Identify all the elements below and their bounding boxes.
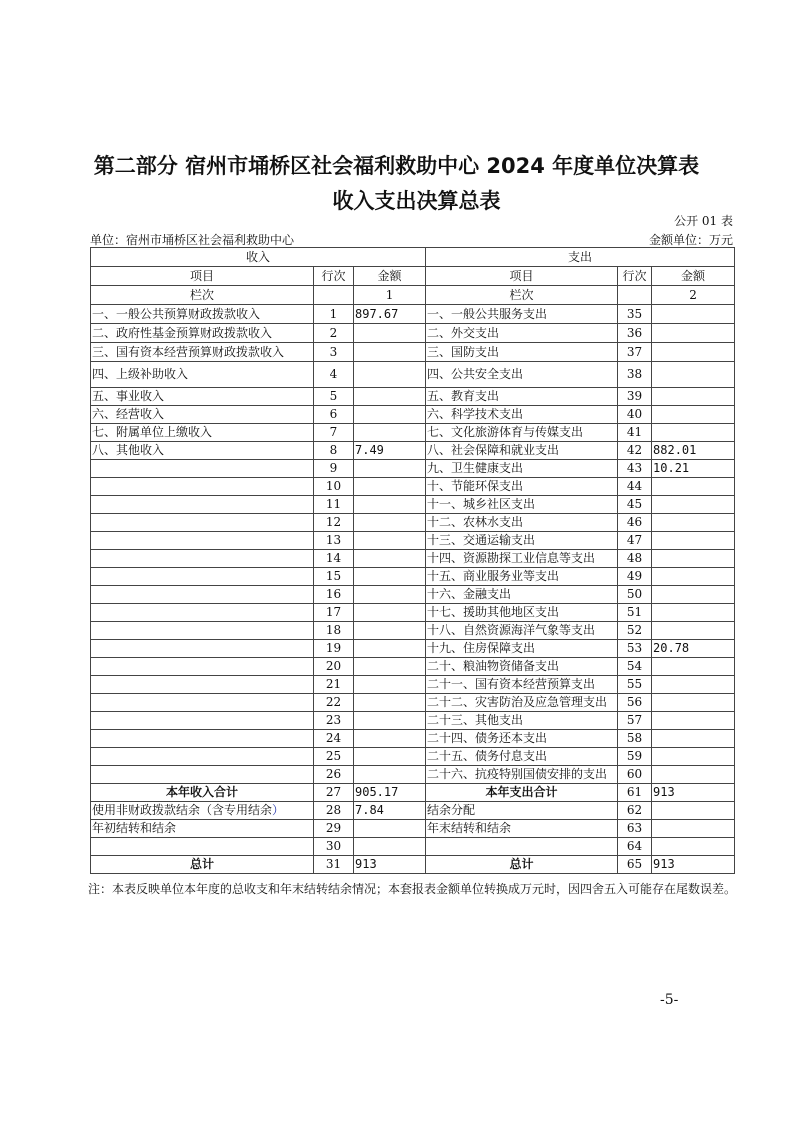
expense-rowno: 45	[618, 496, 652, 514]
income-item	[91, 568, 314, 586]
expense-rowno: 39	[618, 388, 652, 406]
income-rowno: 23	[314, 712, 354, 730]
income-item	[91, 748, 314, 766]
income-item	[91, 550, 314, 568]
income-amount	[354, 640, 426, 658]
table-row	[91, 362, 735, 388]
expense-header: 支出	[426, 248, 735, 267]
income-rowno: 13	[314, 532, 354, 550]
expense-amount	[652, 568, 735, 586]
income-rowno: 14	[314, 550, 354, 568]
expense-item: 十八、自然资源海洋气象等支出	[426, 622, 618, 640]
income-rowno: 7	[314, 424, 354, 442]
income-amount	[354, 324, 426, 343]
income-rowno: 12	[314, 514, 354, 532]
expense-item: 二十一、国有资本经营预算支出	[426, 676, 618, 694]
expense-item: 三、国防支出	[426, 343, 618, 362]
income-rowno: 22	[314, 694, 354, 712]
expense-amount	[652, 694, 735, 712]
expense-item: 二十四、债务还本支出	[426, 730, 618, 748]
income-amount	[354, 568, 426, 586]
expense-rowno: 41	[618, 424, 652, 442]
expense-rowno: 40	[618, 406, 652, 424]
expense-item: 二十二、灾害防治及应急管理支出	[426, 694, 618, 712]
expense-amount: 10.21	[652, 460, 735, 478]
expense-rowno: 63	[618, 820, 652, 838]
income-amount	[354, 604, 426, 622]
expense-item: 结余分配	[426, 802, 618, 820]
income-amount: 7.84	[354, 802, 426, 820]
expense-amount	[652, 748, 735, 766]
income-item	[91, 460, 314, 478]
income-rowno: 4	[314, 362, 354, 388]
income-item	[91, 658, 314, 676]
expense-rowno: 57	[618, 712, 652, 730]
table-row	[91, 478, 735, 496]
income-item	[91, 766, 314, 784]
income-item	[91, 478, 314, 496]
income-rowno: 15	[314, 568, 354, 586]
expense-rowno: 35	[618, 305, 652, 324]
table-row	[91, 343, 735, 362]
income-amount	[354, 496, 426, 514]
expense-rowno: 54	[618, 658, 652, 676]
table-row	[91, 460, 735, 478]
income-item	[91, 496, 314, 514]
expense-amount	[652, 676, 735, 694]
table-row	[91, 820, 735, 838]
income-amount-header: 金额	[354, 267, 426, 286]
expense-item: 十五、商业服务业等支出	[426, 568, 618, 586]
table-row	[91, 550, 735, 568]
expense-rowno: 59	[618, 748, 652, 766]
income-amount	[354, 478, 426, 496]
income-item: 六、经营收入	[91, 406, 314, 424]
expense-item: 六、科学技术支出	[426, 406, 618, 424]
income-rowno: 29	[314, 820, 354, 838]
amount-unit: 金额单位：万元	[648, 233, 733, 247]
expense-amount	[652, 802, 735, 820]
table-row	[91, 730, 735, 748]
income-rowno: 16	[314, 586, 354, 604]
income-item-text: 年初结转和结余	[92, 821, 177, 835]
expense-rowno: 42	[618, 442, 652, 460]
empty-cell	[314, 286, 354, 305]
income-amount	[354, 406, 426, 424]
expense-amount	[652, 604, 735, 622]
expense-item: 四、公共安全支出	[426, 362, 618, 388]
income-item-header: 项目	[91, 267, 314, 286]
income-total-rowno: 27	[314, 784, 354, 802]
expense-rowno: 50	[618, 586, 652, 604]
expense-item	[426, 838, 618, 856]
expense-amount: 20.78	[652, 640, 735, 658]
table-row	[91, 838, 735, 856]
table-row	[91, 802, 735, 820]
income-amount	[354, 550, 426, 568]
income-item: 二、政府性基金预算财政拨款收入	[91, 324, 314, 343]
expense-item: 五、教育支出	[426, 388, 618, 406]
expense-column-label: 栏次	[426, 286, 618, 305]
income-amount	[354, 658, 426, 676]
income-grand-total-label: 总计	[91, 856, 314, 874]
income-header: 收入	[91, 248, 426, 267]
income-item	[91, 532, 314, 550]
expense-item-header: 项目	[426, 267, 618, 286]
income-amount: 7.49	[354, 442, 426, 460]
income-rowno: 25	[314, 748, 354, 766]
expense-grand-total-label: 总计	[426, 856, 618, 874]
income-amount	[354, 514, 426, 532]
income-rowno: 26	[314, 766, 354, 784]
table-row	[91, 568, 735, 586]
income-grand-total-rowno: 31	[314, 856, 354, 874]
income-item: 五、事业收入	[91, 388, 314, 406]
income-rowno: 6	[314, 406, 354, 424]
expense-rowno-header: 行次	[618, 267, 652, 286]
income-rowno: 28	[314, 802, 354, 820]
income-item	[91, 802, 314, 820]
form-number: 公开 01 表	[674, 214, 733, 228]
income-amount	[354, 838, 426, 856]
expense-rowno: 46	[618, 514, 652, 532]
income-rowno: 9	[314, 460, 354, 478]
grand-total-row	[91, 856, 735, 874]
column-header-row	[91, 267, 735, 286]
income-amount	[354, 388, 426, 406]
expense-rowno: 51	[618, 604, 652, 622]
income-item	[91, 514, 314, 532]
income-rowno-header: 行次	[314, 267, 354, 286]
income-rowno: 17	[314, 604, 354, 622]
income-amount: 897.67	[354, 305, 426, 324]
expense-amount	[652, 838, 735, 856]
table-row	[91, 514, 735, 532]
table-row	[91, 622, 735, 640]
expense-rowno: 43	[618, 460, 652, 478]
expense-item: 十、节能环保支出	[426, 478, 618, 496]
expense-item: 年末结转和结余	[426, 820, 618, 838]
income-amount	[354, 766, 426, 784]
expense-amount	[652, 730, 735, 748]
expense-total-label: 本年支出合计	[426, 784, 618, 802]
expense-rowno: 56	[618, 694, 652, 712]
expense-item: 二、外交支出	[426, 324, 618, 343]
expense-rowno: 52	[618, 622, 652, 640]
expense-item: 十二、农林水支出	[426, 514, 618, 532]
table-row	[91, 496, 735, 514]
table-row	[91, 442, 735, 460]
income-item	[91, 604, 314, 622]
income-amount	[354, 460, 426, 478]
income-item: 一、一般公共预算财政拨款收入	[91, 305, 314, 324]
expense-total-rowno: 61	[618, 784, 652, 802]
expense-amount	[652, 305, 735, 324]
income-amount	[354, 586, 426, 604]
table-title: 收入支出决算总表	[332, 189, 501, 213]
income-expense-table	[90, 247, 735, 874]
expense-amount	[652, 514, 735, 532]
expense-amount	[652, 766, 735, 784]
table-row	[91, 324, 735, 343]
income-item	[91, 838, 314, 856]
income-amount	[354, 694, 426, 712]
income-item	[91, 712, 314, 730]
income-amount	[354, 712, 426, 730]
income-amount	[354, 343, 426, 362]
expense-rowno: 36	[618, 324, 652, 343]
income-item-text: 使用非财政拨款结余（含专用结余	[92, 803, 273, 817]
income-item	[91, 676, 314, 694]
income-item: 四、上级补助收入	[91, 362, 314, 388]
expense-amount	[652, 532, 735, 550]
income-amount	[354, 362, 426, 388]
expense-column-index: 2	[652, 286, 735, 305]
income-column-label: 栏次	[91, 286, 314, 305]
expense-amount	[652, 478, 735, 496]
unit-label: 单位：宿州市埇桥区社会福利救助中心	[90, 233, 295, 247]
expense-item: 八、社会保障和就业支出	[426, 442, 618, 460]
footnote: 注：本表反映单位本年度的总收支和年末结转结余情况；本套报表金额单位转换成万元时，因四舍五入可能存在尾数误差。	[88, 882, 737, 896]
income-item: 八、其他收入	[91, 442, 314, 460]
expense-amount	[652, 424, 735, 442]
income-rowno: 21	[314, 676, 354, 694]
income-grand-total-amount: 913	[354, 856, 426, 874]
table-row	[91, 640, 735, 658]
income-item	[91, 820, 314, 838]
table-row	[91, 712, 735, 730]
income-rowno: 20	[314, 658, 354, 676]
income-amount	[354, 748, 426, 766]
expense-amount	[652, 586, 735, 604]
income-rowno: 19	[314, 640, 354, 658]
table-row	[91, 748, 735, 766]
expense-rowno: 47	[618, 532, 652, 550]
expense-rowno: 64	[618, 838, 652, 856]
expense-rowno: 44	[618, 478, 652, 496]
expense-amount	[652, 820, 735, 838]
income-rowno: 18	[314, 622, 354, 640]
annual-total-row	[91, 784, 735, 802]
income-rowno: 30	[314, 838, 354, 856]
expense-rowno: 49	[618, 568, 652, 586]
income-amount	[354, 532, 426, 550]
income-rowno: 11	[314, 496, 354, 514]
table-row	[91, 766, 735, 784]
expense-rowno: 62	[618, 802, 652, 820]
expense-amount	[652, 712, 735, 730]
expense-item: 二十六、抗疫特别国债安排的支出	[426, 766, 618, 784]
expense-amount	[652, 343, 735, 362]
income-total-label: 本年收入合计	[91, 784, 314, 802]
expense-item: 二十三、其他支出	[426, 712, 618, 730]
expense-amount	[652, 406, 735, 424]
expense-item: 十六、金融支出	[426, 586, 618, 604]
expense-amount	[652, 388, 735, 406]
income-rowno: 8	[314, 442, 354, 460]
expense-rowno: 38	[618, 362, 652, 388]
page-number: -5-	[660, 992, 679, 1008]
table-row	[91, 532, 735, 550]
document-title: 第二部分 宿州市埇桥区社会福利救助中心 2024 年度单位决算表	[93, 154, 700, 178]
table-row	[91, 424, 735, 442]
table-row	[91, 586, 735, 604]
expense-rowno: 60	[618, 766, 652, 784]
income-item	[91, 622, 314, 640]
table-row	[91, 658, 735, 676]
empty-cell	[618, 286, 652, 305]
income-rowno: 10	[314, 478, 354, 496]
expense-rowno: 58	[618, 730, 652, 748]
income-rowno: 5	[314, 388, 354, 406]
expense-item: 十三、交通运输支出	[426, 532, 618, 550]
expense-amount	[652, 324, 735, 343]
section-header-row	[91, 248, 735, 267]
income-amount	[354, 730, 426, 748]
column-index-row	[91, 286, 735, 305]
income-rowno: 3	[314, 343, 354, 362]
income-rowno: 2	[314, 324, 354, 343]
expense-item: 一、一般公共服务支出	[426, 305, 618, 324]
expense-grand-total-rowno: 65	[618, 856, 652, 874]
expense-amount	[652, 550, 735, 568]
income-item-paren: ）	[272, 803, 285, 817]
table-row	[91, 406, 735, 424]
expense-total-amount: 913	[652, 784, 735, 802]
income-rowno: 1	[314, 305, 354, 324]
income-amount	[354, 622, 426, 640]
income-amount	[354, 676, 426, 694]
expense-rowno: 48	[618, 550, 652, 568]
income-amount	[354, 424, 426, 442]
expense-amount	[652, 362, 735, 388]
income-item	[91, 694, 314, 712]
table-row	[91, 676, 735, 694]
income-item	[91, 586, 314, 604]
expense-amount	[652, 496, 735, 514]
expense-item: 九、卫生健康支出	[426, 460, 618, 478]
expense-item: 十九、住房保障支出	[426, 640, 618, 658]
expense-amount	[652, 622, 735, 640]
expense-amount-header: 金额	[652, 267, 735, 286]
expense-item: 十四、资源勘探工业信息等支出	[426, 550, 618, 568]
table-row	[91, 305, 735, 324]
table-row	[91, 694, 735, 712]
expense-item: 二十、粮油物资储备支出	[426, 658, 618, 676]
income-item: 三、国有资本经营预算财政拨款收入	[91, 343, 314, 362]
expense-rowno: 53	[618, 640, 652, 658]
expense-grand-total-amount: 913	[652, 856, 735, 874]
expense-item: 七、文化旅游体育与传媒支出	[426, 424, 618, 442]
income-item	[91, 730, 314, 748]
expense-item: 二十五、债务付息支出	[426, 748, 618, 766]
income-total-amount: 905.17	[354, 784, 426, 802]
table-row	[91, 604, 735, 622]
expense-rowno: 55	[618, 676, 652, 694]
expense-amount	[652, 658, 735, 676]
income-column-index: 1	[354, 286, 426, 305]
expense-item: 十七、援助其他地区支出	[426, 604, 618, 622]
income-amount	[354, 820, 426, 838]
expense-item: 十一、城乡社区支出	[426, 496, 618, 514]
table-row	[91, 388, 735, 406]
income-rowno: 24	[314, 730, 354, 748]
expense-rowno: 37	[618, 343, 652, 362]
income-item	[91, 640, 314, 658]
income-item: 七、附属单位上缴收入	[91, 424, 314, 442]
expense-amount: 882.01	[652, 442, 735, 460]
